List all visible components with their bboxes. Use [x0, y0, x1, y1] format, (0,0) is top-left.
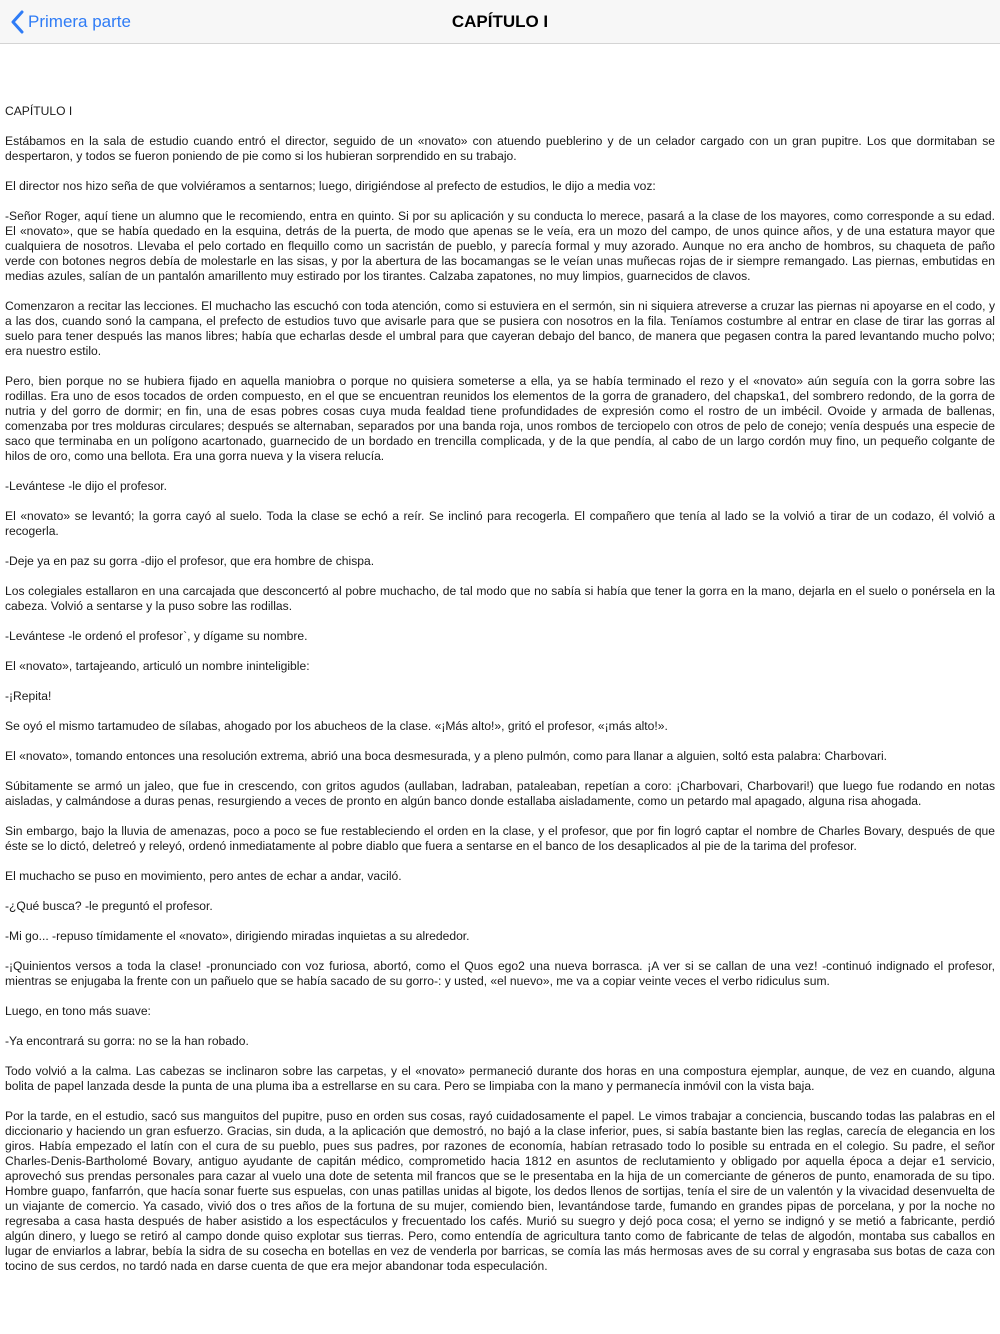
paragraph: Súbitamente se armó un jaleo, que fue in crescendo, con gritos agudos (aullaban, ladraban, pataleaban, repetían a coro: ¡Charbovari, Charbovari!) que luego fue rodando en notas aisladas, y calmándose a duras penas, resurgiendo a veces de pronto en algún banco donde estallaba aisladamente, como un petardo mal apagado, alguna risa ahogada. [5, 779, 995, 808]
paragraph: -Ya encontrará su gorra: no se la han robado. [5, 1034, 249, 1048]
paragraph: Por la tarde, en el estudio, sacó sus manguitos del pupitre, puso en orden sus cosas, rayó cuidadosamente el papel. Le vimos trabajar a conciencia, buscando todas las palabras en el diccionario y haciendo un gran esfuerzo. Gracias, sin duda, a la aplicación que demostró, no bajó a la clase inferior, pues, si sabía bastante bien las reglas, carecía de elegancia en los giros. Había empezado el latín con el cura de su pueblo, pues sus padres, por razones de economía, habían retrasado todo lo posible su entrada en el colegio. Su padre, el señor Charles-Denis-Bartholomé Bovary, antiguo ayudante de capitán médico, comprometido hacia 1812 en asuntos de reclutamiento y obligado por aquella época a dejar e1 servicio, aprovechó sus prendas personales para cazar al vuelo una dote de setenta mil francos que se le presentaba en la hija de un comerciante de géneros de punto, enamorada de su tipo. Hombre guapo, fanfarrón, que hacía sonar fuerte sus espuelas, con unas patillas unidas al bigote, los dedos llenos de sortijas, tenía el sire de un valentón y la vivacidad desenvuelta de un viajante de comercio. Ya casado, vivió dos o tres años de la fortuna de su mujer, comiendo bien, levantándose tarde, fumando en grandes pipas de porcelana, y por la noche no regresaba a casa hasta después de haber asistido a los espectáculos y frecuentado los cafés. Murió su suegro y dejó poca cosa; el yerno se indignó y se metió a fabricante, perdió algún dinero, y luego se retiró al campo donde quiso explotar sus tierras. Pero, como entendía de agricultura tanto como de fabricante de telas de algodón, montaba sus caballos en lugar de enviarlos a labrar, bebía la sidra de su cosecha en botellas en vez de venderla por barricas, se comía las más hermosas aves de su corral y engrasaba sus botas de caza con tocino de sus cerdos, no tardó nada en darse cuenta de que era mejor abandonar toda especulación. [5, 1109, 995, 1273]
paragraph: Sin embargo, bajo la lluvia de amenazas, poco a poco se fue restableciendo el orden en la clase, y el profesor, que por fin logró captar el nombre de Charles Bovary, después de que éste se lo dictó, deletreó y releyó, ordenó inmediatamente al pobre diablo que fuera a sentarse en el banco de los desaplicados al pie de la tarima del profesor. [5, 824, 995, 853]
paragraph: Comenzaron a recitar las lecciones. El muchacho las escuchó con toda atención, como si estuviera en el sermón, sin ni siquiera atreverse a cruzar las piernas ni apoyarse en el codo, y a las dos, cuando sonó la campana, el prefecto de estudios tuvo que avisarle para que se pusiera con nosotros en la fila. Teníamos costumbre al entrar en clase de tirar las gorras al suelo para tener después las manos libres; había que echarlas desde el umbral para que cayeran debajo del banco, de manera que pegasen contra la pared levantando mucho polvo; era nuestro estilo. [5, 299, 995, 358]
navigation-bar [0, 0, 1000, 44]
paragraph: -Mi go... -repuso tímidamente el «novato», dirigiendo miradas inquietas a su alrededor. [5, 929, 470, 943]
paragraph: -Levántese -le dijo el profesor. [5, 479, 168, 493]
paragraph: -¡Quinientos versos a toda la clase! -pronunciado con voz furiosa, abortó, como el Quos ego2 una nueva borrasca. ¡A ver si se callan de una vez! -continuó indignado el profesor, mientras se enjugaba la frente con un pañuelo que se había sacado de su gorro-: y usted, «el nuevo», me va a copiar veinte veces el verbo ridiculus sum. [5, 959, 995, 988]
paragraph: Estábamos en la sala de estudio cuando entró el director, seguido de un «novato» con atuendo pueblerino y de un celador cargado con un gran pupitre. Los que dormitaban se despertaron, y todos se fueron poniendo de pie como si los hubieran sorprendido en su trabajo. [5, 134, 995, 163]
paragraph: Los colegiales estallaron en una carcajada que desconcertó al pobre muchacho, de tal modo que no sabía si había que tener la gorra en la mano, dejarla en el suelo o ponérsela en la cabeza. Volvió a sentarse y la puso sobre las rodillas. [5, 584, 995, 613]
page-title: CAPÍTULO I [451, 12, 549, 31]
paragraph: Se oyó el mismo tartamudeo de sílabas, ahogado por los abucheos de la clase. «¡Más alto!», gritó el profesor, «¡más alto!». [5, 719, 668, 733]
paragraph: -¿Qué busca? -le preguntó el profesor. [5, 899, 213, 913]
paragraph: El muchacho se puso en movimiento, pero antes de echar a andar, vaciló. [5, 869, 402, 883]
paragraph: Todo volvió a la calma. Las cabezas se inclinaron sobre las carpetas, y el «novato» permaneció durante dos horas en una compostura ejemplar, aunque, de vez en cuando, alguna bolita de papel lanzada desde la punta de una pluma iba a estrellarse en su cara. Pero se limpiaba con la mano y permanecía inmóvil con la vista baja. [5, 1064, 995, 1093]
paragraph: El «novato» se levantó; la gorra cayó al suelo. Toda la clase se echó a reír. Se inclinó para recogerla. El compañero que tenía al lado se la volvió a tirar de un codazo, él volvió a recogerla. [5, 509, 995, 538]
paragraph: El director nos hizo seña de que volviéramos a sentarnos; luego, dirigiéndose al prefecto de estudios, le dijo a media voz: [5, 179, 656, 193]
paragraph: -¡Repita! [5, 689, 52, 703]
paragraph: El «novato», tartajeando, articuló un nombre ininteligible: [5, 659, 310, 673]
paragraph: -Señor Roger, aquí tiene un alumno que le recomiendo, entra en quinto. Si por su aplicación y su conducta lo merece, pasará a la clase de los mayores, como corresponde a su edad. El «novato», que se había quedado en la esquina, detrás de la puerta, de modo que apenas se le veía, era un mozo del campo, de unos quince años, y de una estatura mayor que cualquiera de nosotros. Llevaba el pelo cortado en flequillo como un sacristán de pueblo, y parecía formal y muy azorado. Aunque no era ancho de hombros, su chaqueta de paño verde con botones negros debía de molestarle en las sisas, y por la abertura de las bocamangas se le veían unas muñecas rojas de ir siempre remangado. Las piernas, embutidas en medias azules, salían de un pantalón amarillento muy estirado por los tirantes. Calzaba zapatones, no muy limpios, guarnecidos de clavos. [5, 209, 995, 283]
chapter-text [5, 104, 995, 1274]
chapter-heading: CAPÍTULO I [5, 104, 73, 118]
back-button-label: Primera parte [28, 12, 131, 31]
paragraph: -Levántese -le ordenó el profesor`, y dígame su nombre. [5, 629, 308, 643]
paragraph: El «novato», tomando entonces una resolución extrema, abrió una boca desmesurada, y a pleno pulmón, como para llanar a alguien, soltó esta palabra: Charbovari. [5, 749, 888, 763]
paragraph: Pero, bien porque no se hubiera fijado en aquella maniobra o porque no quisiera someterse a ella, ya se había terminado el rezo y el «novato» aún seguía con la gorra sobre las rodillas. Era uno de esos tocados de orden compuesto, en el que se encuentran reunidos los elementos de la gorra de granadero, del chapska1, del sombrero redondo, de la gorra de nutria y del gorro de dormir; en fin, una de esas pobres cosas cuya muda fealdad tiene profundidades de expresión como el rostro de un imbécil. Ovoide y armada de ballenas, comenzaba por tres molduras circulares; después se alternaban, separados por una banda roja, unos rombos de terciopelo con otros de pelo de conejo; venía después una especie de saco que terminaba en un polígono acartonado, guarnecido de un bordado en trencilla complicada, y de la que pendía, al cabo de un largo cordón muy fino, un pequeño colgante de hilos de oro, como una bellota. Era una gorra nueva y la visera relucía. [5, 374, 995, 463]
paragraph: -Deje ya en paz su gorra -dijo el profesor, que era hombre de chispa. [5, 554, 375, 568]
paragraph: Luego, en tono más suave: [5, 1004, 151, 1018]
